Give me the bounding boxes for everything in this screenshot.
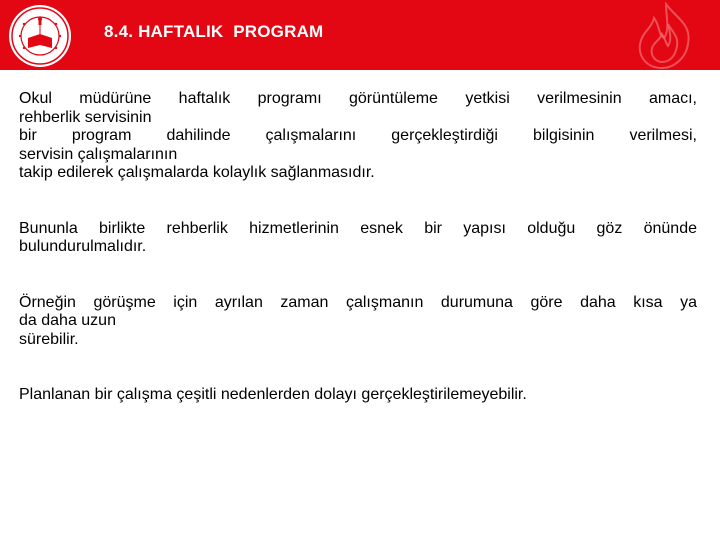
page-title: 8.4. HAFTALIK PROGRAM [104,22,324,41]
text-line: bulundurulmalıdır. [19,238,147,255]
paragraph-2 [19,220,697,257]
text-line: Planlanan bir çalışma çeşitli nedenlerden dolayı gerçekleştirilemeyebilir. [19,386,527,403]
text-line: servisin çalışmalarının [19,145,178,163]
header-bar [0,0,720,70]
text-line: sürebilir. [19,330,79,348]
text-line: Bununla birlikte rehberlik hizmetlerinin esnek bir yapısı olduğu göz önünde [19,219,697,237]
paragraph-1 [19,90,697,183]
paragraph-3 [19,294,697,350]
paragraph-4 [19,386,697,405]
text-line: Örneğin görüşme için ayrılan zaman çalışmanın durumuna göre daha kısa ya [19,293,697,311]
meb-logo-icon [8,4,72,68]
text-line: da daha uzun [19,312,116,329]
text-line: Okul müdürüne haftalık programı görüntüleme yetkisi verilmesinin amacı, [19,90,697,107]
flame-icon [614,2,718,70]
body-text [19,90,697,442]
text-line: bir program dahilinde çalışmalarını gerçekleştirdiği bilgisinin verilmesi, [19,127,697,144]
text-line: rehberlik servisinin [19,108,152,126]
text-line: takip edilerek çalışmalarda kolaylık sağlanmasıdır. [19,164,375,181]
